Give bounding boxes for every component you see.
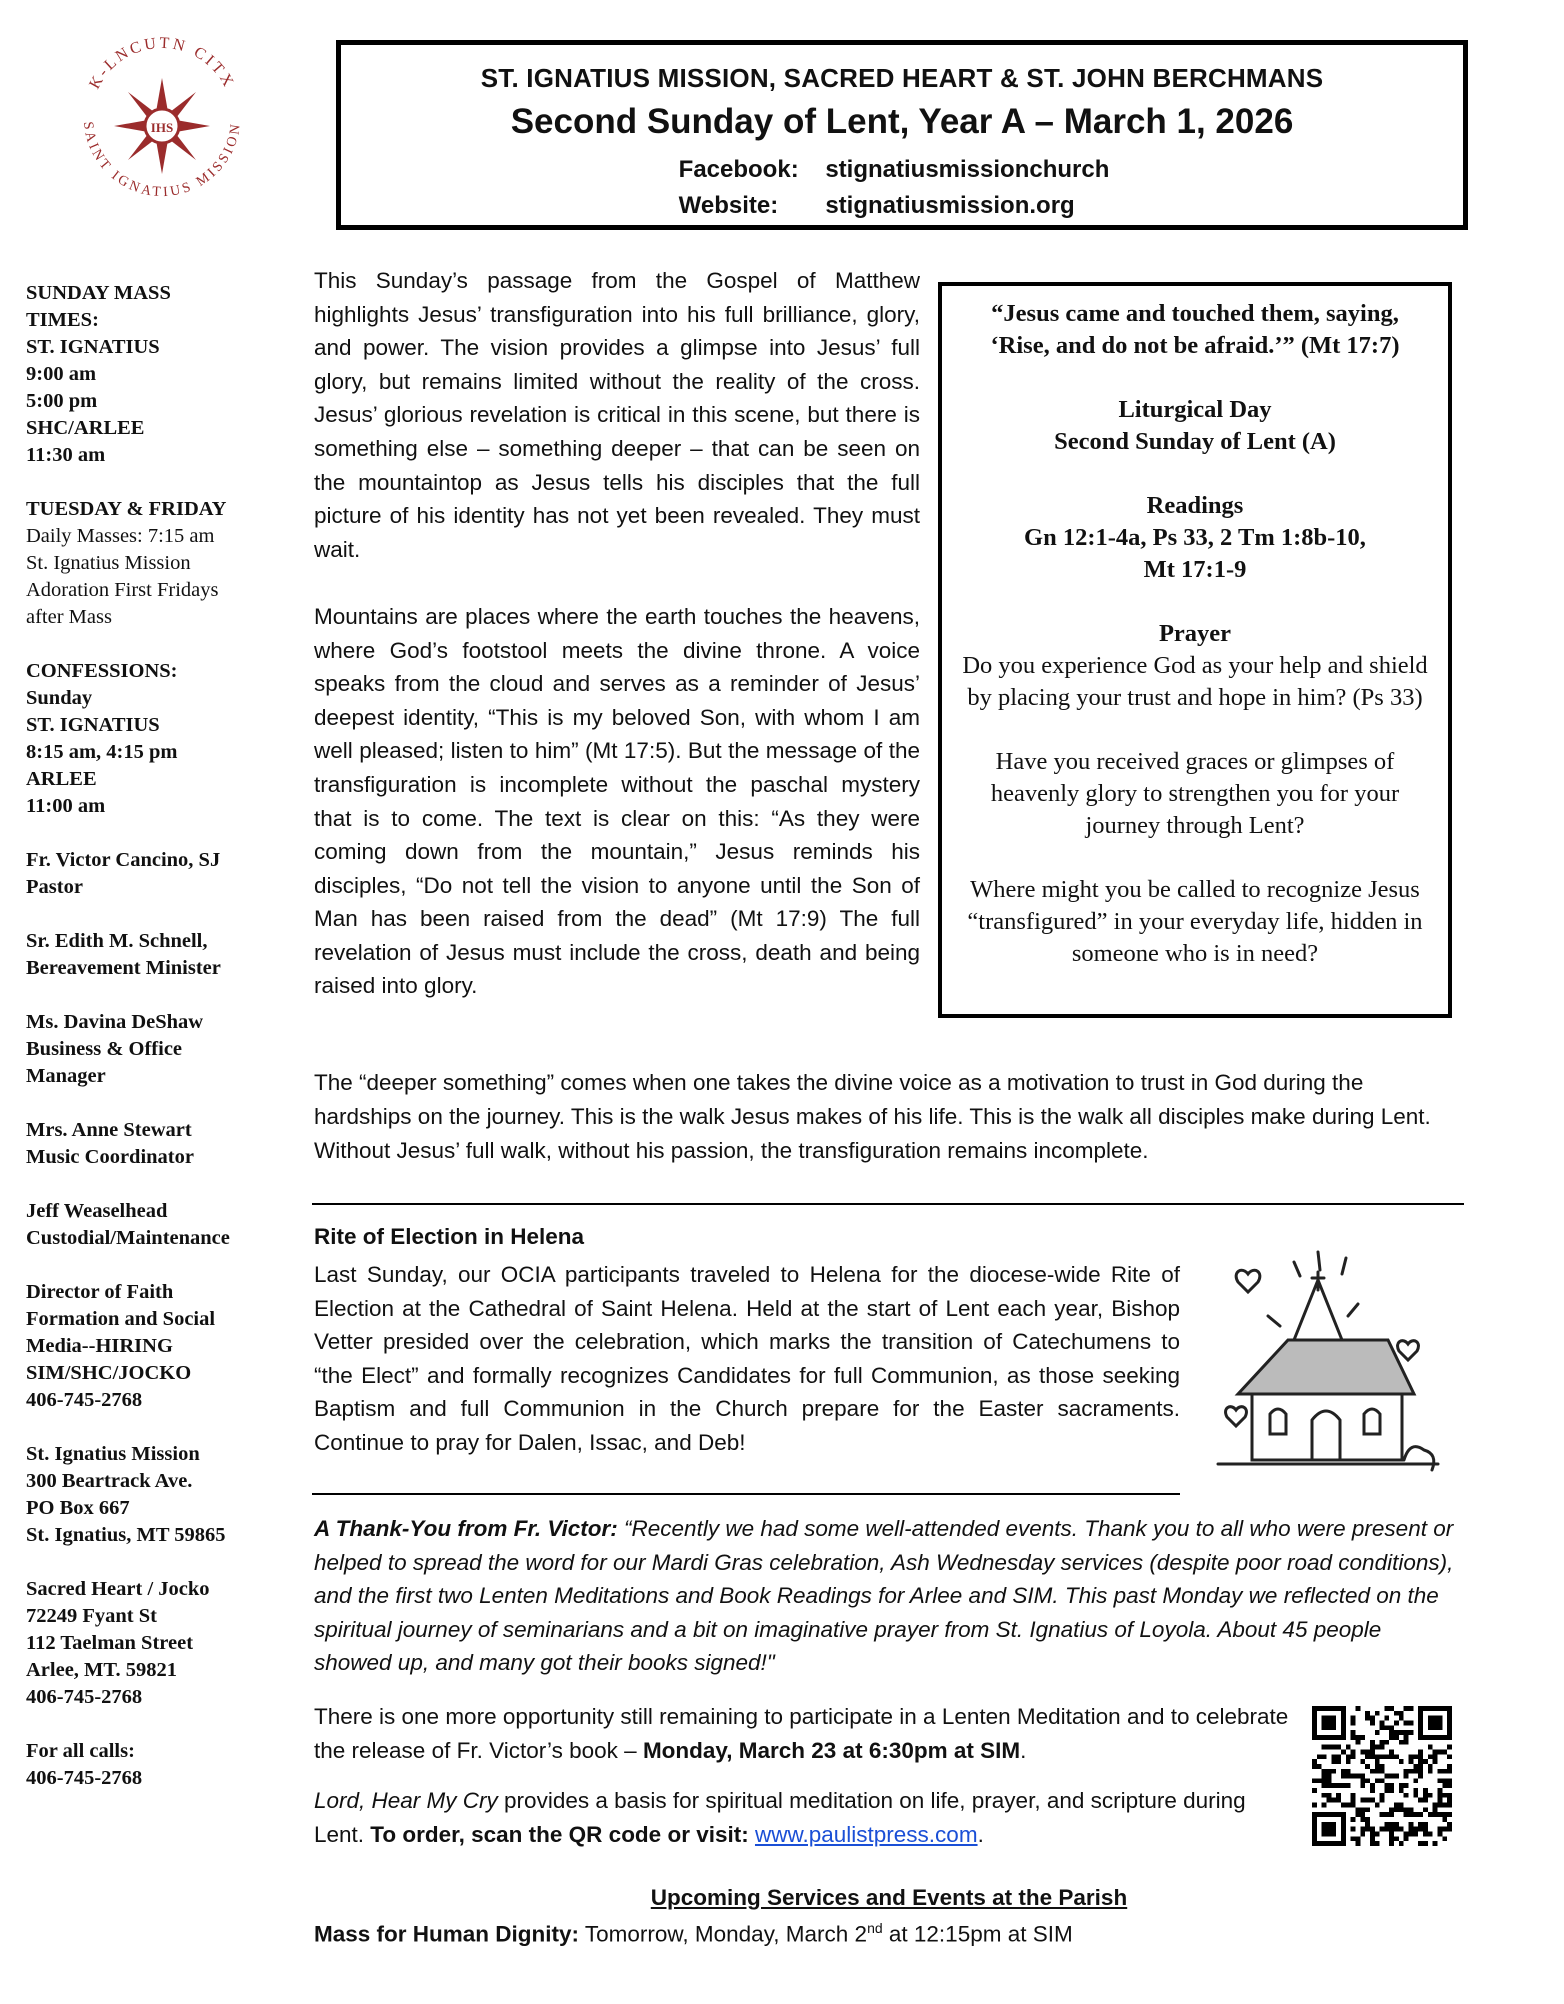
readings: Readings Gn 12:1-4a, Ps 33, 2 Tm 1:8b-10, Mt 17:1-9 <box>1024 492 1366 583</box>
book-title: Lord, Hear My Cry <box>314 1788 498 1813</box>
staff-office: Ms. Davina DeShaw Business & Office Manager <box>26 1011 204 1087</box>
church-illustration <box>1208 1244 1448 1484</box>
book-promo: Lord, Hear My Cry provides a basis for spiritual meditation on life, prayer, and scripture during Lent. To order, scan the QR code or visit: www.paulistpress.com. <box>314 1788 1246 1847</box>
rite-body: Last Sunday, our OCIA participants traveled to Helena for the diocese-wide Rite of Election at the Cathedral of Saint Helena. Held at the start of Lent each year, Bishop Vetter presided over the celebration, which marks the transition of Catechumens to “the Elect” and formally recognizes Candidates for full Communion, as those seeking Baptism and full Communion in the Church prepare for the Easter sacraments. Continue to pray for Dalen, Issac, and Deb! <box>314 1262 1180 1455</box>
calls: For all calls: 406-745-2768 <box>26 1740 143 1789</box>
logo-ring-top-text: K-LNCUTN CITX <box>86 34 238 92</box>
scripture-quote: “Jesus came and touched them, saying, ‘Rise, and do not be afraid.’” (Mt 17:7) <box>990 300 1400 359</box>
rite-title: Rite of Election in Helena <box>314 1224 585 1249</box>
prayer-title: Prayer <box>1158 620 1232 647</box>
staff-faith-formation: Director of Faith Formation and Social Media--HIRING SIM/SHC/JOCKO 406-745-2768 <box>26 1281 216 1411</box>
section-divider <box>312 1493 1180 1495</box>
thank-you-label: A Thank-You from Fr. Victor: <box>314 1516 618 1541</box>
logo-monogram: IHS <box>150 120 174 135</box>
facebook-value: stignatiusmissionchurch <box>825 156 1110 183</box>
paulist-press-link[interactable]: www.paulistpress.com <box>754 1821 978 1847</box>
qr-code[interactable] <box>1312 1706 1452 1846</box>
thank-you-body: “Recently we had some well-attended events. Thank you to all who were present or helped to spread the word for our Mardi Gras celebration, Ash Wednesday services (despite poor road conditions), and the first two Lenten Meditations and Book Readings for Arlee and SIM. This past Monday we reflected on the spiritual journey of seminarians and a bit on imaginative prayer from St. Ignatius of Loyola. About 45 people showed up, and many got their books signed!" <box>314 1516 1454 1676</box>
staff-custodial: Jeff Weaselhead Custodial/Maintenance <box>26 1200 230 1249</box>
meditation-date: Monday, March 23 at 6:30pm at SIM <box>642 1737 1021 1763</box>
bulletin-header <box>336 40 1468 230</box>
section-divider <box>312 1203 1464 1205</box>
bulletin-title: Second Sunday of Lent, Year A – March 1, 2026 <box>510 102 1294 141</box>
intro-paragraph-2: Mountains are places where the earth touches the heavens, where God’s footstool meets the divine throne. A voice speaks from the cloud and serves as a reminder of Jesus’ deepest identity, “This is my beloved Son, with whom I am well pleased; listen to him” (Mt 17:5). But the message of the transfiguration is incomplete without the paschal mystery that is to come. The text is clear on this: “As they were coming down from the mountain,” Jesus reminds his disciples, “Do not tell the vision to anyone until the Son of Man has been raised from the dead” (Mt 17:9) The full revelation of Jesus must include the cross, death and being raised into glory. <box>314 603 920 999</box>
liturgical-day: Liturgical Day Second Sunday of Lent (A) <box>1054 396 1336 455</box>
weekday-masses: TUESDAY & FRIDAY Daily Masses: 7:15 am St. Ignatius Mission Adoration First Fridays after Mass <box>26 498 227 628</box>
website-value: stignatiusmission.org <box>825 192 1075 219</box>
jocko-address: Sacred Heart / Jocko 72249 Fyant St 112 Taelman Street Arlee, MT. 59821 406-745-2768 <box>26 1578 210 1708</box>
meditation-opportunity: There is one more opportunity still remaining to participate in a Lenten Meditation and to celebrate the release of Fr. Victor’s book – Monday, March 23 at 6:30pm at SIM. <box>314 1704 1289 1763</box>
website-label: Website: <box>678 192 779 219</box>
logo-ring-bottom-text: SAINT IGNATIUS MISSION <box>79 120 245 201</box>
reflection-box <box>938 282 1452 1018</box>
prayer-question-1: Do you experience God as your help and shield by placing your trust and hope in him? (Ps 33) <box>962 652 1428 711</box>
deeper-paragraph: The “deeper something” comes when one takes the divine voice as a motivation to trust in God during the hardships on the journey. This is the walk Jesus makes of his life. This is the walk all disciples make during Lent. Without Jesus’ full walk, without his passion, the transfiguration remains incomplete. <box>314 1070 1431 1163</box>
social-links <box>341 152 1463 224</box>
mass-times: SUNDAY MASS TIMES: ST. IGNATIUS 9:00 am 5:00 pm SHC/ARLEE 11:30 am <box>26 282 171 466</box>
staff-bereavement: Sr. Edith M. Schnell, Bereavement Minister <box>26 930 221 979</box>
upcoming-events-title: Upcoming Services and Events at the Parish <box>650 1885 1128 1910</box>
order-instructions: To order, scan the QR code or visit: <box>370 1821 749 1847</box>
staff-music: Mrs. Anne Stewart Music Coordinator <box>26 1119 194 1168</box>
intro-paragraph-1: This Sunday’s passage from the Gospel of Matthew highlights Jesus’ transfiguration into his full brilliance, glory, and power. The vision provides a glimpse into Jesus’ full glory, but remains limited without the reality of the cross. Jesus’ glorious revelation is critical in this scene, but there is something else – something deeper – that can be seen on the mountaintop as Jesus tells his disciples that the full picture of his identity has not yet been revealed. They must wait. <box>314 268 920 562</box>
facebook-label: Facebook: <box>678 156 799 183</box>
prayer-question-3: Where might you be called to recognize Jesus “transfigured” in your everyday life, hidden in someone who is in need? <box>967 876 1423 967</box>
sim-address: St. Ignatius Mission 300 Beartrack Ave. PO Box 667 St. Ignatius, MT 59865 <box>26 1443 226 1546</box>
parish-names: ST. IGNATIUS MISSION, SACRED HEART & ST. JOHN BERCHMANS <box>480 63 1324 93</box>
event-mass-human-dignity: Mass for Human Dignity: Tomorrow, Monday, March 2nd at 12:15pm at SIM <box>314 1920 1073 1947</box>
prayer-question-2: Have you received graces or glimpses of heavenly glory to strengthen you for your journey through Lent? <box>990 748 1400 839</box>
confessions: CONFESSIONS: Sunday ST. IGNATIUS 8:15 am, 4:15 pm ARLEE 11:00 am <box>26 660 178 817</box>
staff-pastor: Fr. Victor Cancino, SJ Pastor <box>26 849 221 898</box>
gospel-reflection <box>314 264 920 1037</box>
sidebar <box>26 280 286 1819</box>
parish-logo <box>62 18 262 218</box>
thank-you-note <box>314 1512 1464 1680</box>
